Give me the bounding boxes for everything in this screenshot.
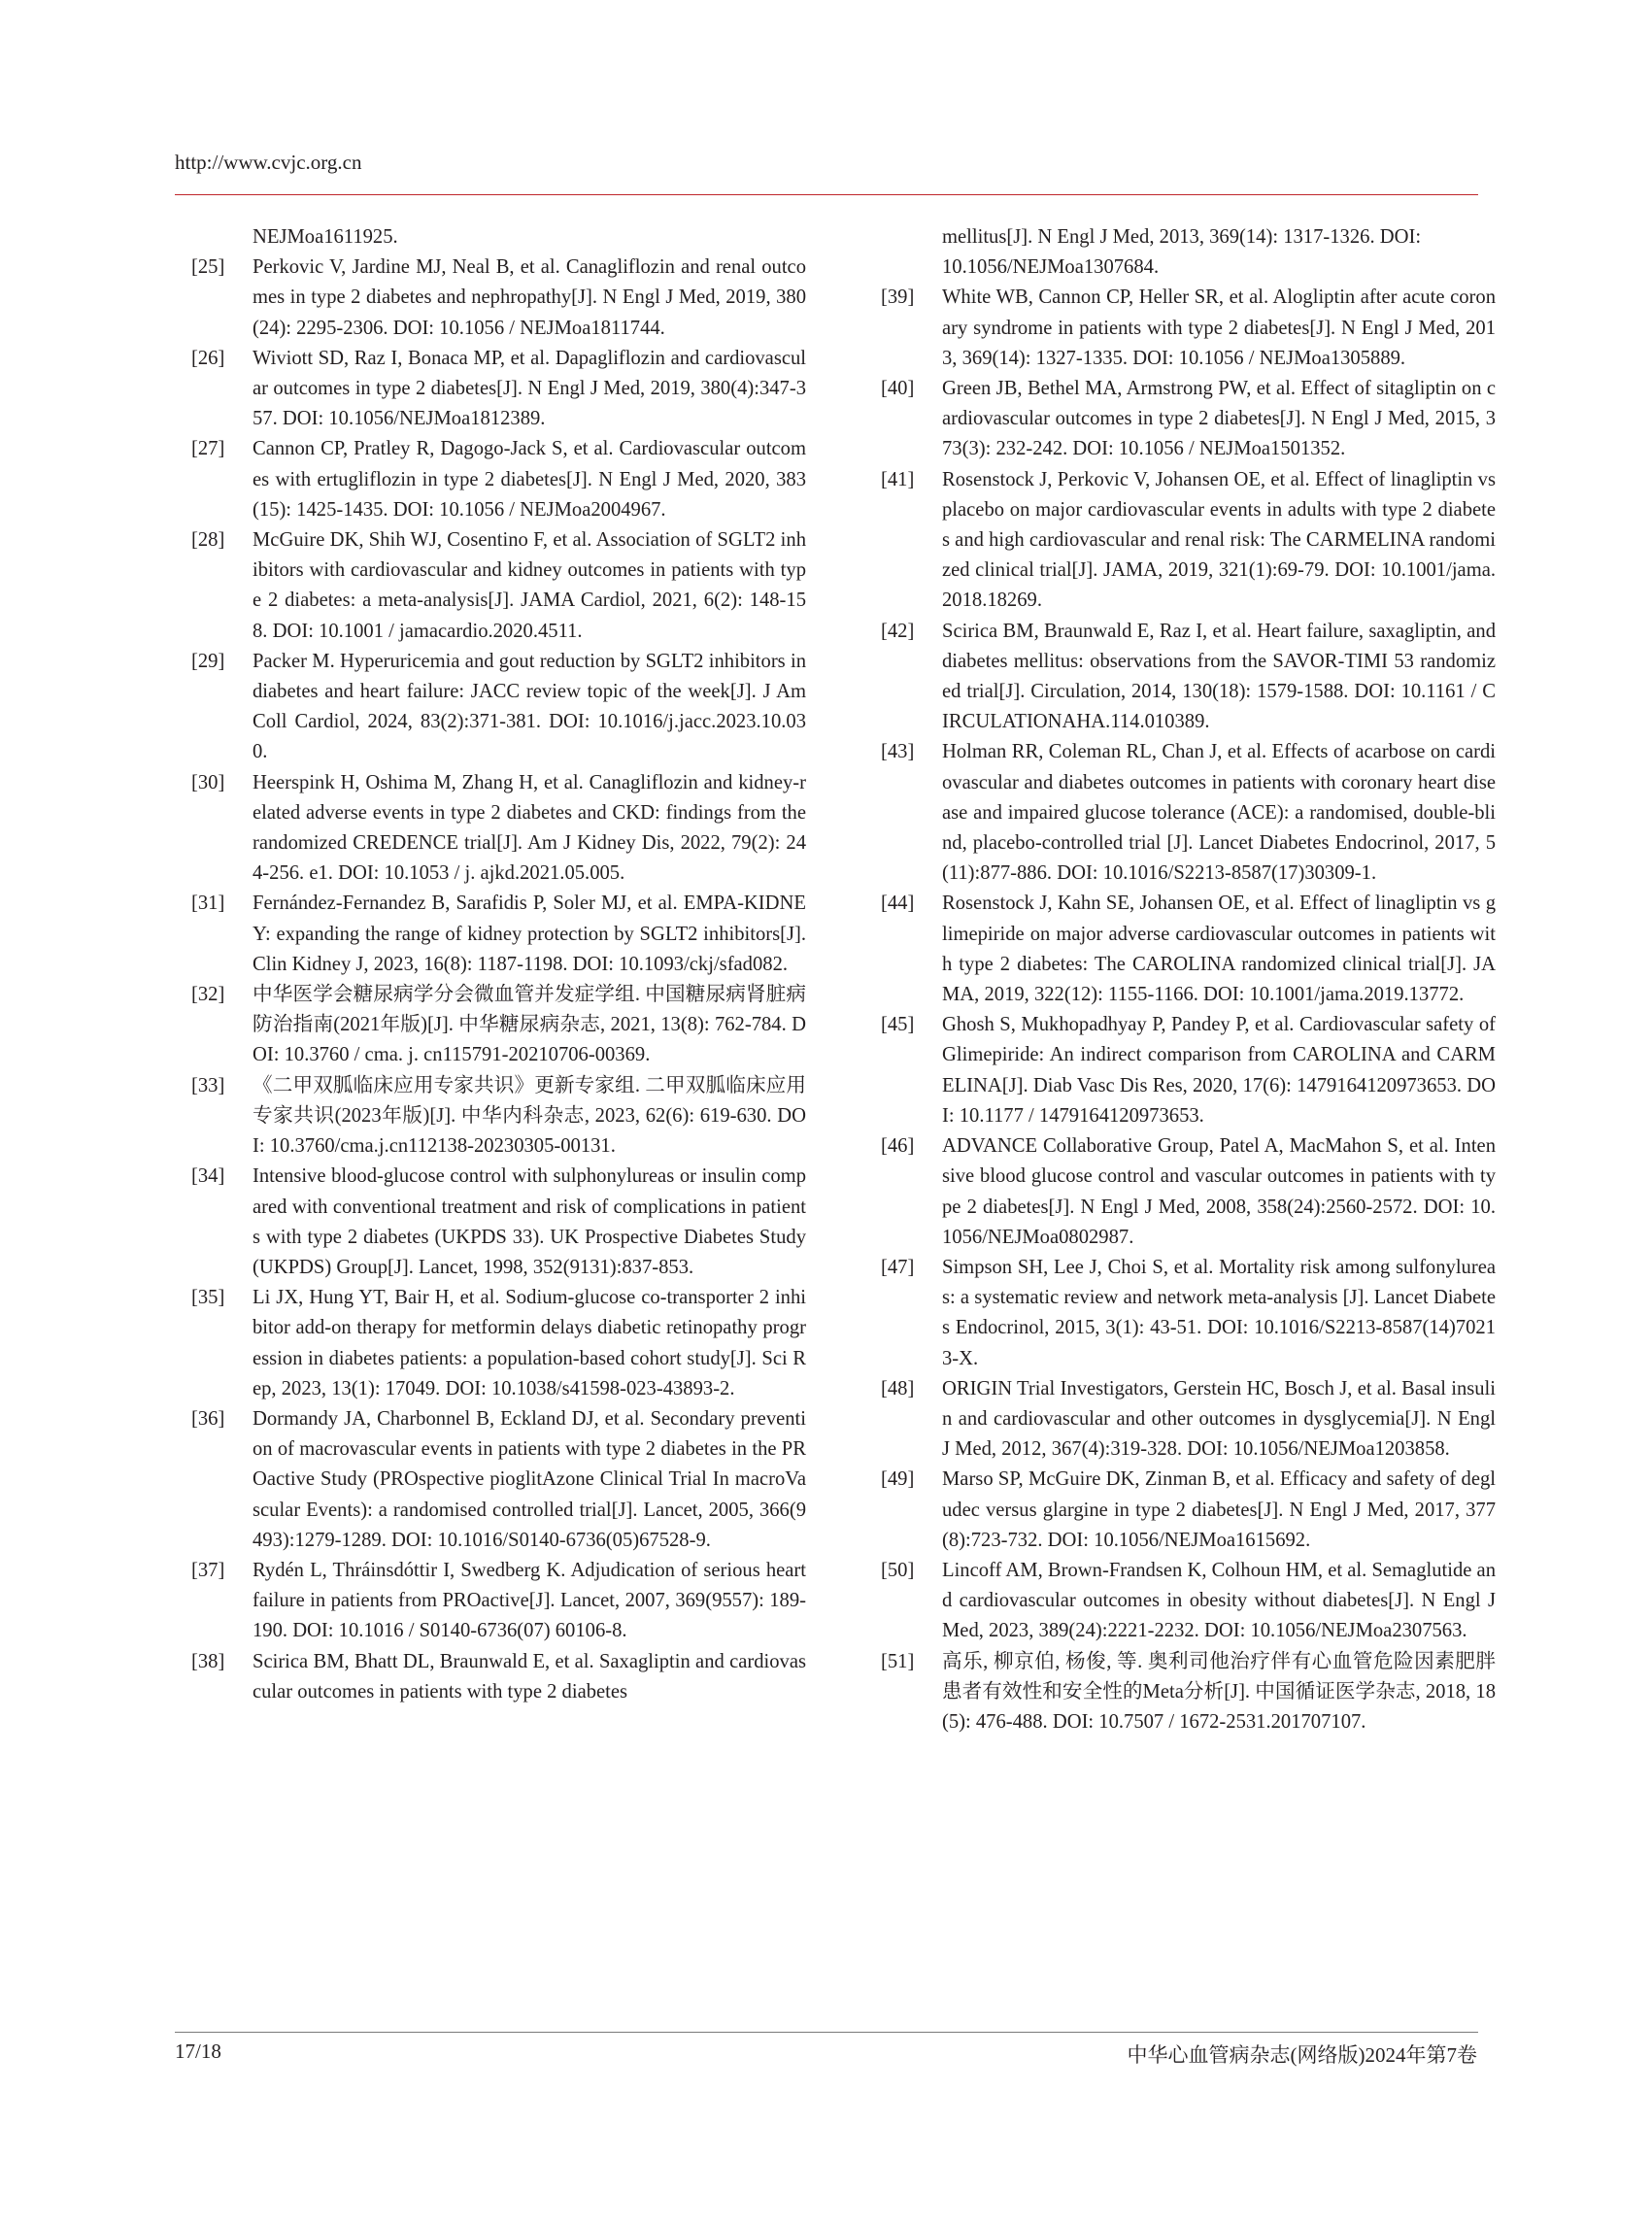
page-number: 17/18 <box>175 2040 221 2063</box>
reference-number: [40] <box>881 378 915 400</box>
reference-entry <box>881 889 1496 1010</box>
reference-number: [27] <box>191 438 225 460</box>
reference-entry <box>191 1283 806 1404</box>
reference-entry <box>191 889 806 980</box>
reference-number: [51] <box>881 1650 915 1672</box>
reference-entry <box>191 344 806 435</box>
reference-entry <box>191 1404 806 1556</box>
reference-text: Fernández-Fernandez B, Sarafidis P, Soler MJ, et al. EMPA-KIDNEY: expanding the range of kidney protection by SGLT2 inhibitors[J]. Clin Kidney J, 2023, 16(8): 1187-1198. DOI: 10.1093/ckj/sfad082. <box>253 893 806 975</box>
reference-text: Scirica BM, Braunwald E, Raz I, et al. Heart failure, saxagliptin, and diabetes mellitus: observations from the SAVOR-TIMI 53 randomized trial[J]. Circulation, 2014, 130(18): 1579-1588. DOI: 10.1161 / CIRCULATIONAHA.114.010389. <box>942 620 1496 733</box>
reference-text: Intensive blood-glucose control with sulphonylureas or insulin compared with conventional treatment and risk of complications in patients with type 2 diabetes (UKPDS 33). UK Prospective Diabetes Study (UKPDS) Group[J]. Lancet, 1998, 352(9131):837-853. <box>253 1165 806 1278</box>
reference-text: Rydén L, Thráinsdóttir I, Swedberg K. Adjudication of serious heart failure in patients from PROactive[J]. Lancet, 2007, 369(9557): 189-190. DOI: 10.1016 / S0140-6736(07) 60106-8. <box>253 1559 806 1642</box>
reference-entry <box>881 1374 1496 1466</box>
reference-continuation: mellitus[J]. N Engl J Med, 2013, 369(14): 1317-1326. DOI: 10.1056/NEJMoa1307684. <box>942 226 1422 279</box>
reference-number: [42] <box>881 620 915 642</box>
header-rule <box>175 194 1478 195</box>
reference-number: [39] <box>881 287 915 309</box>
reference-entry <box>191 434 806 525</box>
reference-number: [43] <box>881 741 915 763</box>
reference-number: [33] <box>191 1074 225 1096</box>
reference-number: [45] <box>881 1014 915 1036</box>
reference-entry <box>881 1465 1496 1556</box>
header-url: http://www.cvjc.org.cn <box>175 151 362 174</box>
reference-entry <box>191 980 806 1071</box>
reference-number: [25] <box>191 256 225 279</box>
reference-entry <box>881 1010 1496 1131</box>
reference-entry <box>881 1131 1496 1253</box>
reference-text: Scirica BM, Bhatt DL, Braunwald E, et al. Saxagliptin and cardiovascular outcomes in patients with type 2 diabetes <box>253 1650 806 1702</box>
reference-number: [48] <box>881 1377 915 1399</box>
reference-text: Marso SP, McGuire DK, Zinman B, et al. Efficacy and safety of degludec versus glargine in type 2 diabetes[J]. N Engl J Med, 2017, 377(8):723-732. DOI: 10.1056/NEJMoa1615692. <box>942 1468 1496 1551</box>
reference-text: Li JX, Hung YT, Bair H, et al. Sodium-glucose co-transporter 2 inhibitor add-on therapy for metformin delays diabetic retinopathy progression in diabetes patients: a population-based cohort study[J]. Sci Rep, 2023, 13(1): 17049. DOI: 10.1038/s41598-023-43893-2. <box>253 1287 806 1399</box>
reference-number: [35] <box>191 1287 225 1309</box>
reference-text: Lincoff AM, Brown-Frandsen K, Colhoun HM, et al. Semaglutide and cardiovascular outcomes in obesity without diabetes[J]. N Engl J Med, 2023, 389(24):2221-2232. DOI: 10.1056/NEJMoa2307563. <box>942 1559 1496 1642</box>
reference-entry <box>191 1556 806 1647</box>
journal-name: 中华心血管病杂志(网络版)2024年第7卷 <box>1127 2043 1477 2067</box>
reference-number: [36] <box>191 1407 225 1430</box>
reference-text: McGuire DK, Shih WJ, Cosentino F, et al. Association of SGLT2 inhibitors with cardiovascular and kidney outcomes in patients with type 2 diabetes: a meta-analysis[J]. JAMA Cardiol, 2021, 6(2): 148-158. DOI: 10.1001 / jamacardio.2020.4511. <box>253 529 806 642</box>
reference-text: 中华医学会糖尿病学分会微血管并发症学组. 中国糖尿病肾脏病防治指南(2021年版)[J]. 中华糖尿病杂志, 2021, 13(8): 762-784. DOI: 10.3760 / cma. j. cn115791-20210706-00369. <box>253 984 806 1066</box>
reference-entry <box>881 465 1496 617</box>
reference-entry <box>191 1647 806 1707</box>
reference-text: ORIGIN Trial Investigators, Gerstein HC, Bosch J, et al. Basal insulin and cardiovascular and other outcomes in dysglycemia[J]. N Engl J Med, 2012, 367(4):319-328. DOI: 10.1056/NEJMoa1203858. <box>942 1377 1496 1461</box>
reference-text: ADVANCE Collaborative Group, Patel A, MacMahon S, et al. Intensive blood glucose control and vascular outcomes in patients with type 2 diabetes[J]. N Engl J Med, 2008, 358(24):2560-2572. DOI: 10.1056/NEJMoa0802987. <box>942 1135 1496 1248</box>
reference-column-right <box>881 222 1496 1737</box>
reference-continuation: NEJMoa1611925. <box>253 226 398 248</box>
reference-entry <box>191 525 806 647</box>
reference-entry <box>881 617 1496 738</box>
reference-text: Cannon CP, Pratley R, Dagogo-Jack S, et al. Cardiovascular outcomes with ertugliflozin in type 2 diabetes[J]. N Engl J Med, 2020, 383(15): 1425-1435. DOI: 10.1056 / NEJMoa2004967. <box>253 438 806 521</box>
reference-text: Green JB, Bethel MA, Armstrong PW, et al. Effect of sitagliptin on cardiovascular outcomes in type 2 diabetes[J]. N Engl J Med, 2015, 373(3): 232-242. DOI: 10.1056 / NEJMoa1501352. <box>942 378 1496 460</box>
reference-entry <box>191 253 806 344</box>
reference-number: [49] <box>881 1468 915 1491</box>
reference-text: Wiviott SD, Raz I, Bonaca MP, et al. Dapagliflozin and cardiovascular outcomes in type 2 diabetes[J]. N Engl J Med, 2019, 380(4):347-357. DOI: 10.1056/NEJMoa1812389. <box>253 347 806 430</box>
reference-entry <box>881 1647 1496 1738</box>
reference-number: [46] <box>881 1135 915 1158</box>
reference-number: [41] <box>881 468 915 490</box>
reference-number: [37] <box>191 1559 225 1581</box>
reference-text: Ghosh S, Mukhopadhyay P, Pandey P, et al. Cardiovascular safety of Glimepiride: An indirect comparison from CAROLINA and CARMELINA[J]. Diab Vasc Dis Res, 2020, 17(6): 1479164120973653. DOI: 10.1177 / 1479164120973653. <box>942 1014 1496 1127</box>
reference-entry <box>881 737 1496 889</box>
reference-text: Perkovic V, Jardine MJ, Neal B, et al. Canagliflozin and renal outcomes in type 2 diabetes and nephropathy[J]. N Engl J Med, 2019, 380(24): 2295-2306. DOI: 10.1056 / NEJMoa1811744. <box>253 256 806 339</box>
reference-text: White WB, Cannon CP, Heller SR, et al. Alogliptin after acute coronary syndrome in patients with type 2 diabetes[J]. N Engl J Med, 2013, 369(14): 1327-1335. DOI: 10.1056 / NEJMoa1305889. <box>942 287 1496 369</box>
reference-number: [32] <box>191 984 225 1006</box>
reference-number: [38] <box>191 1650 225 1672</box>
reference-text: Packer M. Hyperuricemia and gout reduction by SGLT2 inhibitors in diabetes and heart failure: JACC review topic of the week[J]. J Am Coll Cardiol, 2024, 83(2):371-381. DOI: 10.1016/j.jacc.2023.10.030. <box>253 650 806 763</box>
reference-text: Dormandy JA, Charbonnel B, Eckland DJ, et al. Secondary prevention of macrovascular events in patients with type 2 diabetes in the PROactive Study (PROspective pioglitAzone Clinical Trial In macroVascular Events): a randomised controlled trial[J]. Lancet, 2005, 366(9493):1279-1289. DOI: 10.1016/S0140-6736(05)67528-9. <box>253 1407 806 1551</box>
reference-text: 《二甲双胍临床应用专家共识》更新专家组. 二甲双胍临床应用专家共识(2023年版)[J]. 中华内科杂志, 2023, 62(6): 619-630. DOI: 10.3760/cma.j.cn112138-20230305-00131. <box>253 1074 806 1158</box>
reference-number: [28] <box>191 529 225 552</box>
reference-text: 高乐, 柳京伯, 杨俊, 等. 奥利司他治疗伴有心血管危险因素肥胖患者有效性和安全性的Meta分析[J]. 中国循证医学杂志, 2018, 18(5): 476-488. DOI: 10.7507 / 1672-2531.201707107. <box>942 1650 1496 1733</box>
reference-number: [30] <box>191 771 225 793</box>
reference-text: Rosenstock J, Perkovic V, Johansen OE, et al. Effect of linagliptin vs placebo on major cardiovascular events in adults with type 2 diabetes and high cardiovascular and renal risk: The CARMELINA randomized clinical trial[J]. JAMA, 2019, 321(1):69-79. DOI: 10.1001/jama.2018.18269. <box>942 468 1496 612</box>
reference-text: Simpson SH, Lee J, Choi S, et al. Mortality risk among sulfonylureas: a systematic review and network meta-analysis [J]. Lancet Diabetes Endocrinol, 2015, 3(1): 43-51. DOI: 10.1016/S2213-8587(14)70213-X. <box>942 1256 1496 1369</box>
reference-entry <box>191 1162 806 1283</box>
reference-entry <box>881 1253 1496 1374</box>
reference-number: [50] <box>881 1559 915 1581</box>
reference-number: [34] <box>191 1165 225 1188</box>
reference-number: [29] <box>191 650 225 672</box>
reference-entry <box>191 768 806 890</box>
reference-number: [31] <box>191 893 225 915</box>
reference-entry <box>881 1556 1496 1647</box>
reference-text: Rosenstock J, Kahn SE, Johansen OE, et al. Effect of linagliptin vs glimepiride on major adverse cardiovascular outcomes in patients with type 2 diabetes: The CAROLINA randomized clinical trial[J]. JAMA, 2019, 322(12): 1155-1166. DOI: 10.1001/jama.2019.13772. <box>942 893 1496 1006</box>
footer-rule <box>175 2032 1478 2033</box>
reference-entry <box>881 283 1496 374</box>
reference-entry <box>881 374 1496 465</box>
reference-text: Holman RR, Coleman RL, Chan J, et al. Effects of acarbose on cardiovascular and diabetes outcomes in patients with coronary heart disease and impaired glucose tolerance (ACE): a randomised, double-blind, placebo-controlled trial [J]. Lancet Diabetes Endocrinol, 2017, 5(11):877-886. DOI: 10.1016/S2213-8587(17)30309-1. <box>942 741 1496 885</box>
reference-number: [47] <box>881 1256 915 1278</box>
reference-number: [44] <box>881 893 915 915</box>
reference-text: Heerspink H, Oshima M, Zhang H, et al. Canagliflozin and kidney-related adverse events in type 2 diabetes and CKD: findings from the randomized CREDENCE trial[J]. Am J Kidney Dis, 2022, 79(2): 244-256. e1. DOI: 10.1053 / j. ajkd.2021.05.005. <box>253 771 806 885</box>
reference-entry <box>191 1071 806 1163</box>
reference-number: [26] <box>191 347 225 369</box>
reference-entry <box>191 647 806 768</box>
reference-column-left <box>191 222 806 1707</box>
